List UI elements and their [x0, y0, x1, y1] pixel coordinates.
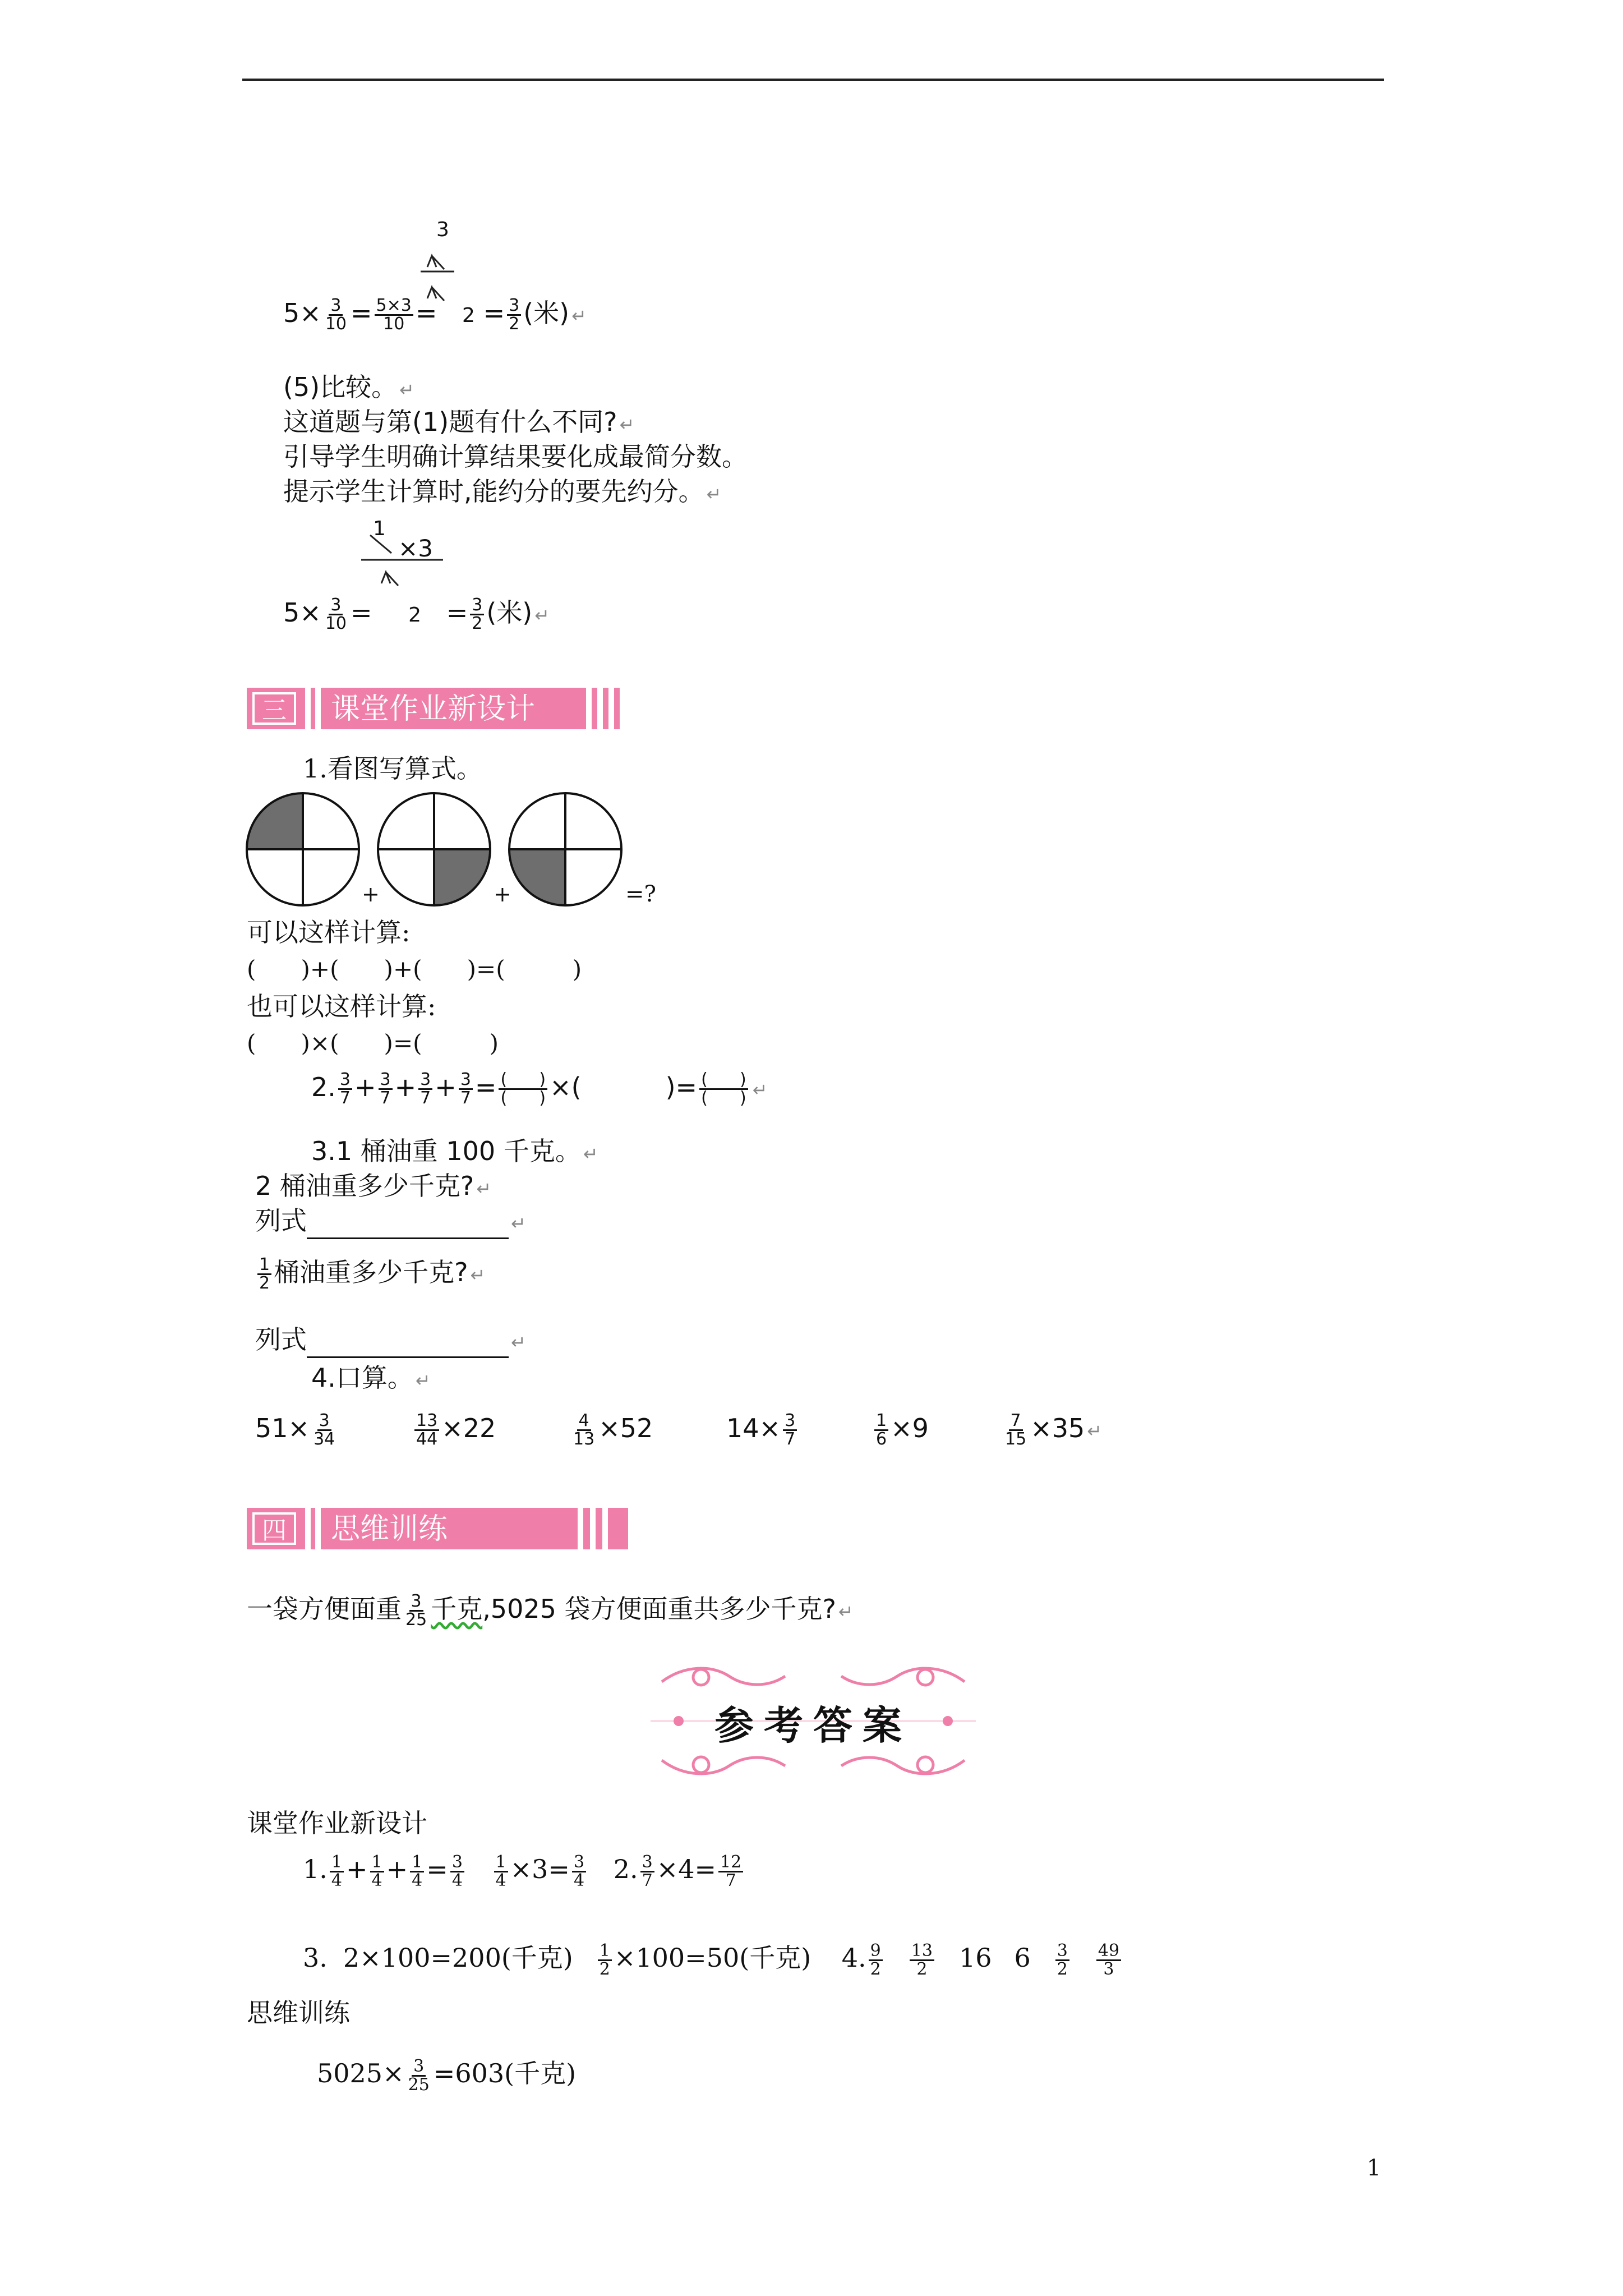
- guide-text: 引导学生明确计算结果要化成最简分数。: [283, 441, 748, 472]
- answer-line-1: 1. $\frac{1}{4}$ + $\frac{1}{4}$ + $\frac{1}{4}$ = $\frac{3}{4}$ $\frac{1}{4}$ ×3= $\frac{3}{4}$ 2. $\frac{3}{7}$ ×4= $\frac{12}{7}$: [303, 1853, 745, 1889]
- step5-heading: (5)比较。 ↵: [283, 372, 414, 402]
- pie-3: [508, 792, 623, 907]
- equals-question: =?: [625, 881, 656, 907]
- answer-blank[interactable]: [307, 1334, 509, 1358]
- section-title: 思维训练: [331, 1512, 448, 1546]
- answer-line-3: 3. 2×100=200(千克) $\frac{1}{2}$ ×100=50(千克) 4. $\frac{9}{2}$ $\frac{13}{2}$ 16 6 $\frac{3}{2}$ $\frac{49}{3}$: [303, 1942, 1123, 1978]
- page-number: 1: [1367, 2155, 1381, 2181]
- question-2: 2. $\frac{3}{7}$ + $\frac{3}{7}$ + $\frac{3}{7}$ + $\frac{3}{7}$ = $\frac{( )}{( )}$ ×( )= $\frac{( )}{( )}$ ↵: [311, 1070, 768, 1108]
- mental-3: $\frac{4}{13}$ ×52: [573, 1411, 653, 1449]
- formula-line-1: 列式 ↵: [255, 1205, 526, 1239]
- answer-blank[interactable]: [307, 1215, 509, 1239]
- question-3b: $\frac{1}{2}$ 桶油重多少千克? ↵: [255, 1257, 485, 1292]
- mental-4: 14× $\frac{3}{7}$: [726, 1412, 799, 1448]
- question-1: 1.看图写算式。: [303, 753, 482, 784]
- pie-1: [246, 792, 360, 907]
- header-rule: [242, 79, 1384, 81]
- answers-heading-2: 思维训练: [247, 1998, 350, 2028]
- worked-equation-2: 5× $\frac{3}{10}$ = 2 = $\frac{3}{2}$ (米) ↵: [283, 595, 550, 633]
- section-banner-3: [247, 688, 620, 729]
- cancel-marks: [415, 240, 460, 302]
- formula-line-2: 列式 ↵: [255, 1324, 526, 1358]
- section-banner-4: [247, 1508, 628, 1549]
- mental-2: $\frac{13}{44}$ ×22: [412, 1412, 496, 1448]
- question-3: 3.1 桶油重 100 千克。 ↵: [311, 1136, 598, 1166]
- calc-method-2: 也可以这样计算:: [247, 991, 436, 1022]
- blank-sum: ( )+( )+( )=( ): [247, 955, 582, 983]
- blank-product: ( )×( )=( ): [247, 1029, 499, 1057]
- mental-6: $\frac{7}{15}$ ×35 ↵: [1005, 1411, 1103, 1449]
- plus-2: +: [494, 882, 511, 907]
- stack2-top: 1: [373, 517, 386, 540]
- answer-title: 参考答案: [714, 1702, 912, 1749]
- answers-heading-1: 课堂作业新设计: [247, 1808, 427, 1838]
- plus-1: +: [362, 882, 380, 907]
- stack-number: 3: [436, 218, 449, 241]
- mental-1: 51× $\frac{3}{34}$: [255, 1411, 335, 1449]
- thinking-question: 一袋方便面重 $\frac{3}{25}$ 千克,5025 袋方便面重共多少千克? ↵: [247, 1591, 854, 1630]
- section-number: 三: [252, 692, 296, 725]
- cancel-marks-2: [359, 527, 449, 595]
- stack2-times3: ×3: [398, 535, 433, 562]
- pie-2: [377, 792, 491, 907]
- question-4: 4.口算。 ↵: [311, 1363, 431, 1393]
- section-number: 四: [252, 1512, 296, 1545]
- section-title: 课堂作业新设计: [331, 692, 536, 726]
- question-3a: 2 桶油重多少千克? ↵: [255, 1171, 492, 1201]
- worked-equation-1: 5× $\frac{3}{10}$ = $\frac{5\times 3}{10}$ = 2 = $\frac{3}{2}$ (米) ↵: [283, 296, 587, 334]
- hint-text: 提示学生计算时,能约分的要先约分。 ↵: [283, 476, 722, 507]
- calc-method-1: 可以这样计算:: [247, 917, 411, 947]
- mental-5: $\frac{1}{6}$ ×9: [872, 1412, 929, 1448]
- compare-question: 这道题与第(1)题有什么不同? ↵: [283, 407, 635, 437]
- final-answer: 5025× $\frac{3}{25}$ =603(千克): [317, 2056, 577, 2095]
